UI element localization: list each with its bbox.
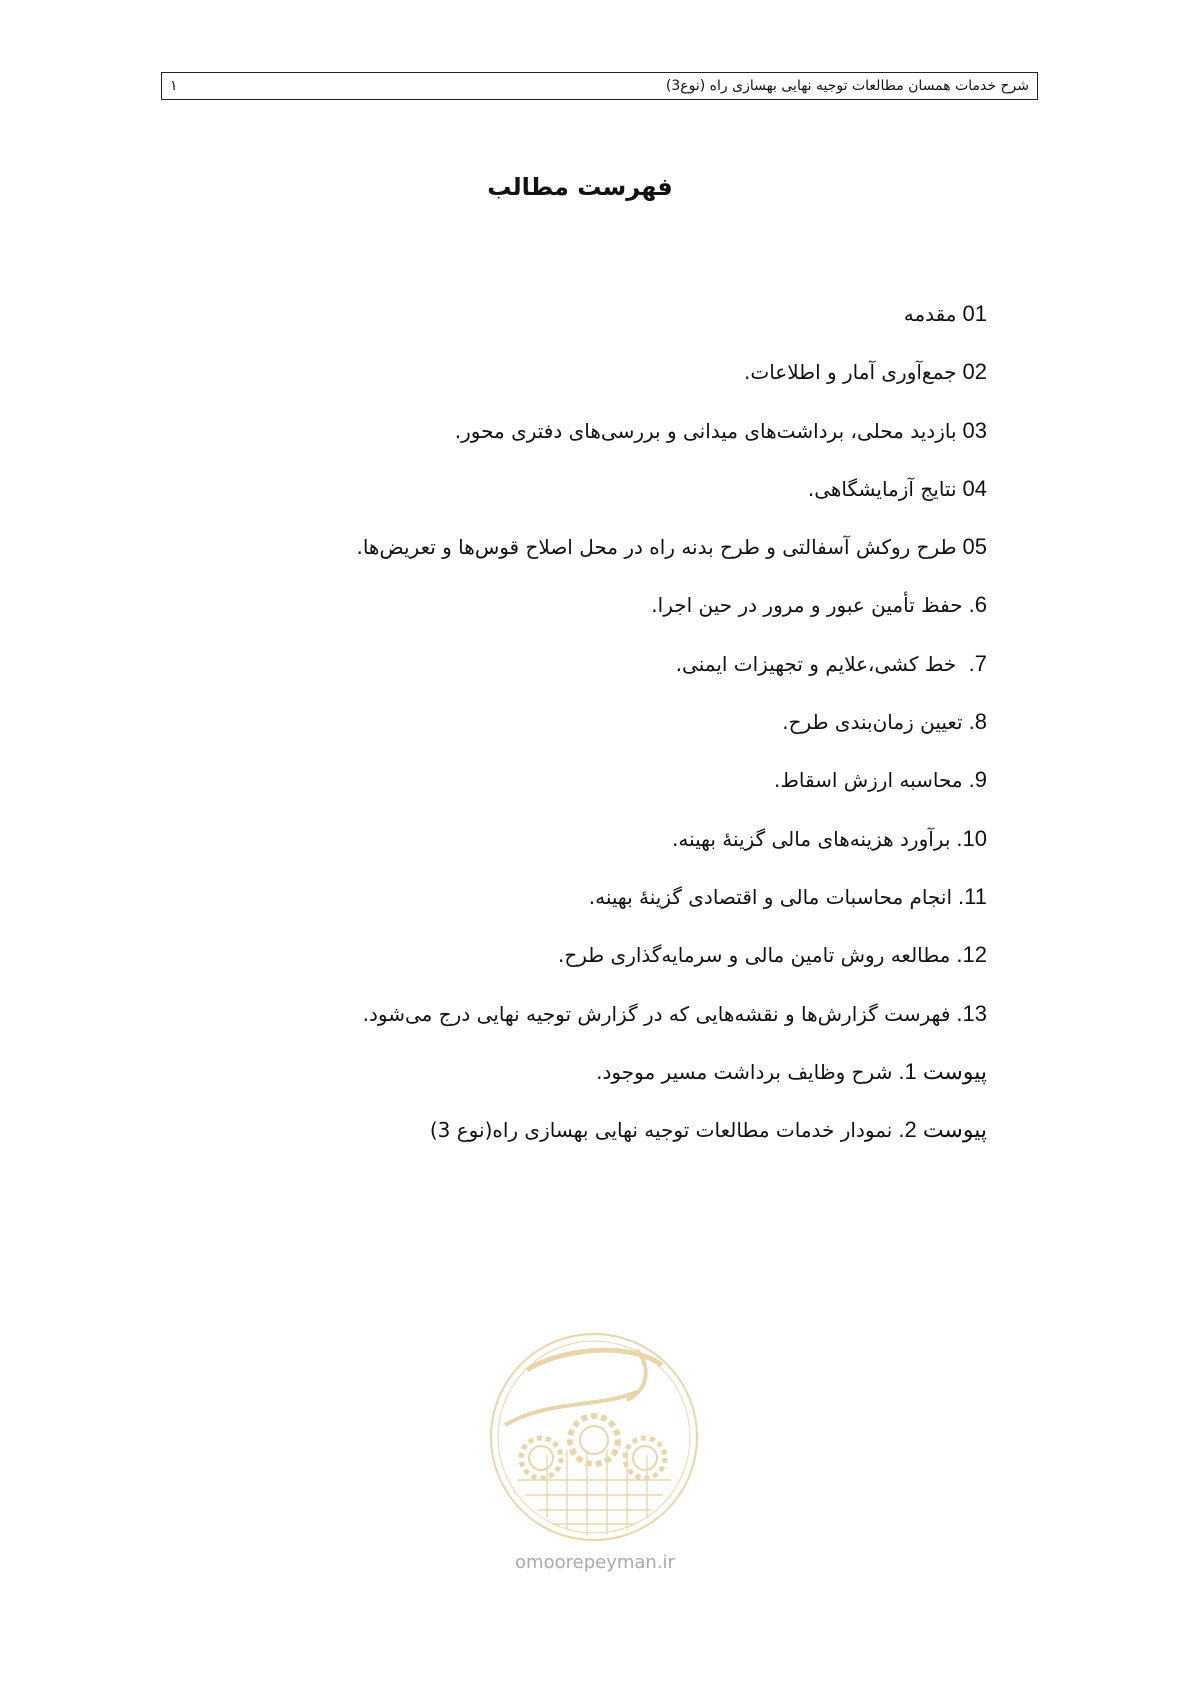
toc-item[interactable] bbox=[187, 352, 987, 410]
toc-item-number: 03 bbox=[962, 417, 987, 443]
toc-item-number: 05 bbox=[962, 534, 987, 560]
toc-item-number: پیوست 1. bbox=[898, 1058, 987, 1084]
toc-item-number: 01 bbox=[962, 301, 987, 326]
toc-item-number: 10. bbox=[956, 825, 987, 851]
toc-item[interactable] bbox=[187, 294, 987, 352]
page-number: ۱ bbox=[170, 78, 178, 94]
toc-item-text: مقدمه bbox=[903, 302, 957, 326]
toc-item-number: 02 bbox=[962, 359, 987, 385]
toc-item-number: 9. bbox=[968, 767, 987, 793]
toc-item[interactable] bbox=[187, 644, 987, 702]
toc-item-number: 6. bbox=[968, 592, 987, 618]
toc-item[interactable] bbox=[187, 994, 987, 1052]
toc-item-number: 7. bbox=[968, 650, 987, 676]
toc-item-number: 11. bbox=[958, 883, 987, 909]
toc-item-text: تعیین زمان‌بندی طرح. bbox=[782, 710, 963, 735]
toc-item-text: جمع‌آوری آمار و اطلاعات. bbox=[744, 360, 957, 385]
toc-item[interactable] bbox=[187, 819, 987, 877]
toc-item-text: مطالعه روش تامین مالی و سرمایه‌گذاری طرح. bbox=[557, 943, 951, 968]
toc-item-text: محاسبه ارزش اسقاط. bbox=[774, 768, 963, 793]
watermark-logo-icon bbox=[487, 1330, 701, 1544]
table-of-contents bbox=[187, 294, 987, 1168]
toc-item-text: نمودار خدمات مطالعات توجیه نهایی بهسازی راه(نوع 3) bbox=[429, 1118, 893, 1143]
running-header bbox=[161, 72, 1038, 100]
toc-item-text: طرح روکش آسفالتی و طرح بدنه راه در محل اصلاح قوس‌ها و تعریض‌ها. bbox=[356, 535, 957, 560]
toc-item-text: نتایج آزمایشگاهی. bbox=[807, 476, 957, 501]
toc-item-text: بازدید محلی، برداشت‌های میدانی و بررسی‌های دفتری محور. bbox=[454, 418, 957, 443]
toc-item[interactable] bbox=[187, 702, 987, 760]
toc-item-text: حفظ تأمین عبور و مرور در حین اجرا. bbox=[651, 593, 963, 618]
page-title: فهرست مطالب bbox=[487, 173, 673, 201]
watermark-url: omoorepeyman.ir bbox=[515, 1552, 675, 1573]
toc-item-number: 13. bbox=[956, 1000, 987, 1026]
toc-item[interactable] bbox=[187, 1110, 987, 1168]
toc-item-number: پیوست 2. bbox=[898, 1117, 987, 1143]
toc-item-text: خط کشی،علایم و تجهیزات ایمنی. bbox=[675, 651, 963, 676]
toc-item[interactable] bbox=[187, 935, 987, 993]
toc-item[interactable] bbox=[187, 760, 987, 818]
toc-item[interactable] bbox=[187, 877, 987, 935]
toc-item-text: شرح وظایف برداشت مسیر موجود. bbox=[596, 1059, 893, 1084]
toc-item-text: برآورد هزینه‌های مالی گزینهٔ بهینه. bbox=[671, 826, 951, 851]
toc-item[interactable] bbox=[187, 527, 987, 585]
toc-item-text: انجام محاسبات مالی و اقتصادی گزینهٔ بهینه. bbox=[588, 884, 953, 909]
toc-item-number: 12. bbox=[956, 942, 987, 968]
toc-item[interactable] bbox=[187, 411, 987, 469]
toc-item-number: 04 bbox=[962, 475, 987, 501]
running-header-title: شرح خدمات همسان مطالعات توجیه نهایی بهسازی راه (نوع3) bbox=[665, 78, 1029, 94]
toc-item[interactable] bbox=[187, 469, 987, 527]
toc-item[interactable] bbox=[187, 585, 987, 643]
toc-item-text: فهرست گزارش‌ها و نقشه‌هایی که در گزارش توجیه نهایی درج می‌شود. bbox=[362, 1001, 951, 1026]
toc-item-number: 8. bbox=[968, 709, 987, 735]
toc-item[interactable] bbox=[187, 1052, 987, 1110]
